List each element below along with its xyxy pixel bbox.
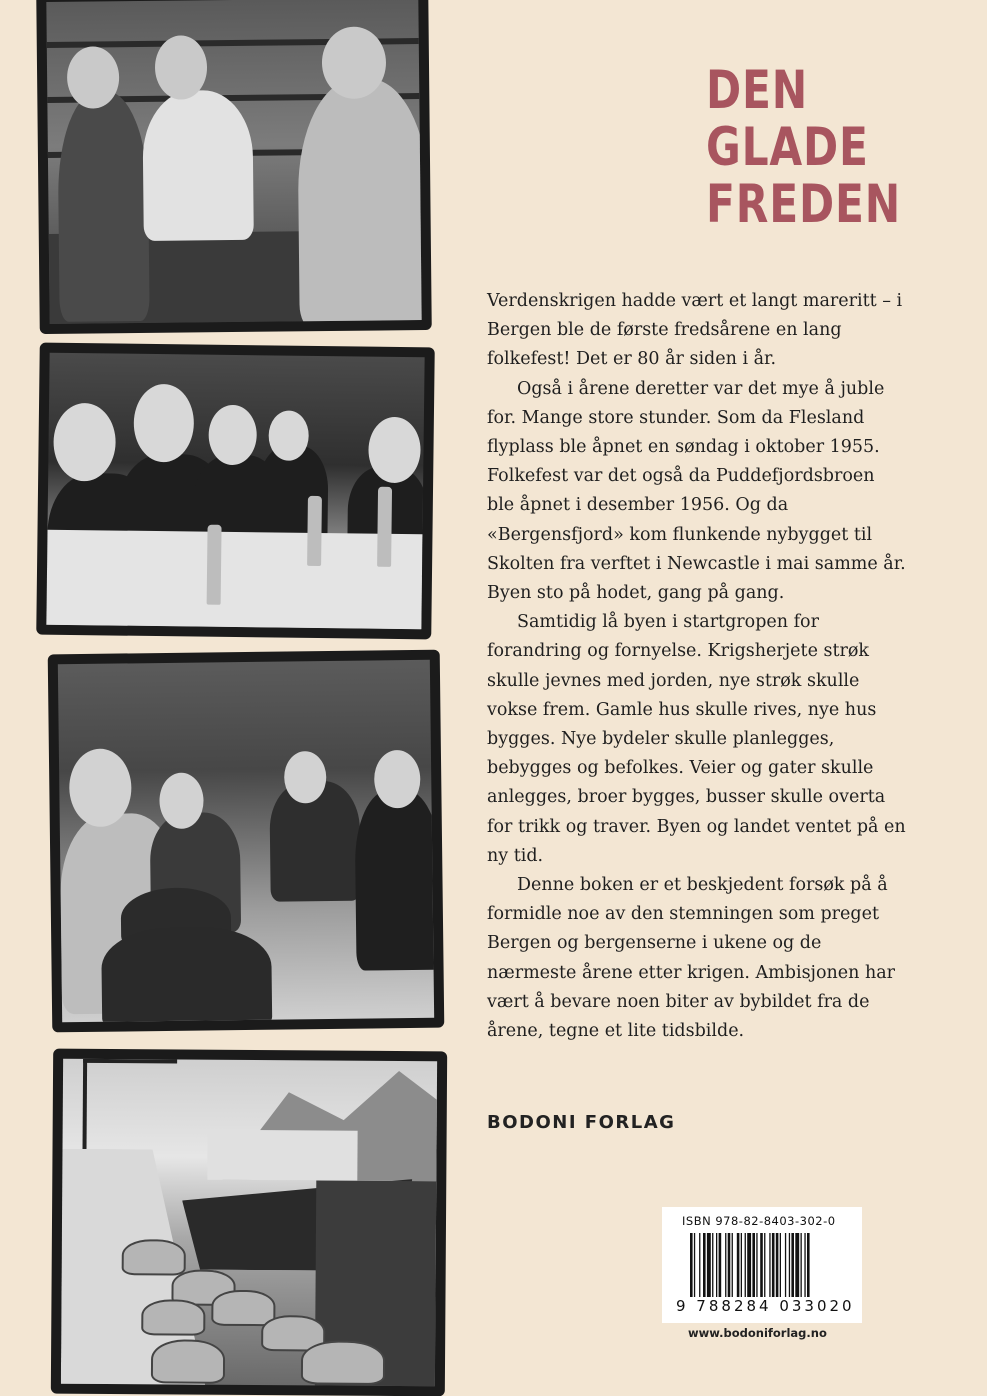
blurb-text [487, 287, 907, 1046]
title-line: GLADE [706, 117, 869, 178]
barcode-panel [662, 1207, 862, 1323]
photo-women-at-sale [48, 650, 445, 1033]
book-title [706, 62, 901, 233]
barcode-icon [690, 1233, 854, 1297]
title-line: FREDEN [706, 174, 902, 235]
publisher-name: BODONI FORLAG [487, 1112, 676, 1133]
isbn-label: ISBN 978-82-8403-302-0 [682, 1214, 836, 1228]
blurb-paragraph: Verdenskrigen hadde vært et langt mareritt – i Bergen ble de første fredsårene en lang folkefest! Det er 80 år siden i år. [487, 291, 903, 370]
photo-harbour-ship [51, 1049, 447, 1396]
blurb-paragraph: Denne boken er et beskjedent forsøk på å formidle noe av den stemningen som preget Bergen og bergenserne i ukene og de nærmeste årene etter krigen. Ambisjonen har vært å bevare noen biter av bybildet fra de årene, tegne et lite tidsbilde. [487, 875, 896, 1042]
ean-digits: 9 788284 033020 [676, 1297, 855, 1315]
photo-boys-at-table [36, 343, 435, 640]
photo-shop-interior [36, 0, 432, 334]
blurb-paragraph: Også i årene deretter var det mye å juble for. Mange store stunder. Som da Flesland flyplass ble åpnet en søndag i oktober 1955. Folkefest var det også da Puddefjordsbroen ble åpnet i desember 1956. Og da «Bergensfjord» kom flunkende nybygget til Skolten fra verftet i Newcastle i mai samme år. Byen sto på hodet, gang på gang. [487, 378, 906, 604]
blurb-paragraph: Samtidig lå byen i startgropen for forandring og fornyelse. Krigsherjete strøk skulle jevnes med jorden, nye strøk skulle vokse frem. Gamle hus skulle rives, nye hus bygges. Nye bydeler skulle planlegges, bebygges og befolkes. Veier og gater skulle anlegges, broer bygges, busser skulle overta for trikk og traver. Byen og landet ventet på en ny tid. [487, 612, 906, 866]
publisher-website: www.bodoniforlag.no [688, 1326, 827, 1340]
title-line: DEN [706, 60, 809, 121]
